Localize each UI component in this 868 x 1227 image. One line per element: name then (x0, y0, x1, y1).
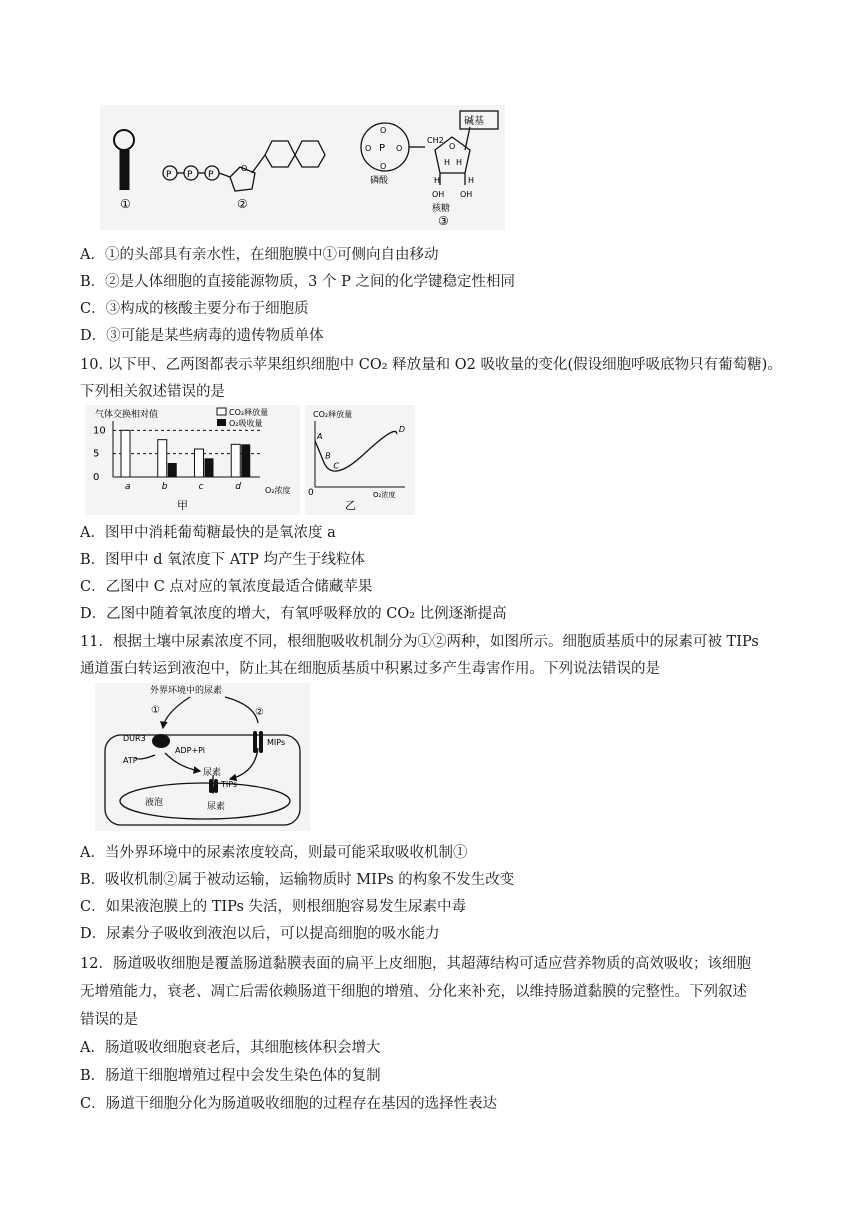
chart1-bar-o2 (168, 463, 177, 477)
urea-cell-svg (95, 683, 310, 831)
q9-option-a: A．①的头部具有亲水性，在细胞膜中①可侧向自由移动 (80, 247, 439, 263)
chart1-legend-o2: O₂吸收量 (229, 419, 263, 428)
o-label-2: O (241, 164, 248, 173)
q11-stem-1: 11．根据土壤中尿素浓度不同，根细胞吸收机制分为①②两种，如图所示。细胞质基质中的尿素可被 TIPs (80, 634, 759, 650)
q10-stem-2: 下列相关叙述错误的是 (80, 384, 225, 400)
q11-option-c: C．如果液泡膜上的 TIPs 失活，则根细胞容易发生尿素中毒 (80, 899, 467, 915)
q12-option-b: B．肠道干细胞增殖过程中会发生染色体的复制 (80, 1068, 381, 1084)
q9-option-c: C．③构成的核酸主要分布于细胞质 (80, 301, 309, 317)
label-2: ② (237, 197, 248, 211)
chart1-category-label: d (235, 482, 241, 492)
q12-stem-1: 12．肠道吸收细胞是覆盖肠道黏膜表面的扁平上皮细胞，其超薄结构可适应营养物质的高效吸收；该细胞 (80, 956, 751, 972)
fig11-dur3: DUR3 (123, 734, 146, 743)
chart2-origin: 0 (308, 488, 314, 498)
dur3-protein-icon (152, 734, 170, 748)
h-label-2: H (456, 158, 463, 167)
oh-label-1: OH (432, 190, 445, 199)
q12-stem-3: 错误的是 (80, 1012, 138, 1028)
o-label-top: O (380, 126, 387, 135)
chart-jia (85, 405, 300, 515)
fig11-vacuole: 液泡 (145, 798, 164, 808)
fig11-mips: MIPs (267, 738, 286, 747)
chart2-caption: 乙 (345, 499, 356, 512)
phosphate-caption: 磷酸 (370, 176, 389, 186)
sugar-caption: 核糖 (432, 204, 451, 214)
ch2-label: CH2 (427, 136, 444, 145)
chart1-ytick-label: 0 (93, 472, 100, 483)
chart-yi-svg (305, 405, 415, 515)
chart1-category-label: c (198, 482, 204, 492)
chart1-category-label: a (125, 482, 131, 492)
fig11-atp: ATP (123, 756, 138, 765)
fig11-mark-1: ① (151, 705, 160, 716)
fig11-tips: TIPs (221, 780, 238, 789)
chart1-ytick-label: 5 (93, 448, 100, 460)
chart1-xlabel: O₂浓度 (265, 486, 291, 495)
q12-option-c: C．肠道干细胞分化为肠道吸收细胞的过程存在基因的选择性表达 (80, 1096, 498, 1112)
q10-option-c: C．乙图中 C 点对应的氧浓度最适合储藏苹果 (80, 579, 373, 595)
chart2-title: CO₂释放量 (313, 410, 353, 419)
chart1-title: 气体交换相对值 (95, 410, 159, 420)
chart1-bar-co2 (121, 430, 130, 477)
p-label-2: P (187, 170, 193, 180)
chart1-legend-co2: CO₂释放量 (229, 408, 269, 417)
o-label-right: O (396, 144, 403, 153)
chart1-bar-o2 (205, 458, 214, 477)
h-label-3: H (434, 176, 441, 185)
molecule-figure (100, 105, 505, 230)
chart2-point-label: B (325, 451, 331, 461)
chart2-xlabel: O₂浓度 (373, 491, 396, 499)
chart1-bar-co2 (158, 440, 167, 477)
q9-option-b: B．②是人体细胞的直接能源物质，3 个 P 之间的化学键稳定性相同 (80, 274, 515, 290)
fig11-urea-2: 尿素 (207, 802, 226, 812)
chart1-category-label: b (161, 482, 168, 492)
q12-stem-2: 无增殖能力，衰老、凋亡后需依赖肠道干细胞的增殖、分化来补充，以维持肠道黏膜的完整性。下列叙述 (80, 984, 747, 1000)
chart1-caption: 甲 (177, 499, 188, 512)
chart1-bar-co2 (231, 444, 240, 477)
chart-yi (305, 405, 415, 515)
q9-option-d: D．③可能是某些病毒的遗传物质单体 (80, 328, 324, 344)
chart2-point-label: C (333, 461, 339, 471)
p-label-3: P (208, 170, 214, 180)
o-label-left: O (365, 144, 372, 153)
q10-option-d: D．乙图中随着氧浓度的增大，有氧呼吸释放的 CO₂ 比例逐渐提高 (80, 606, 507, 622)
chart1-legend-swatch-o2 (217, 419, 226, 426)
q10-option-b: B．图甲中 d 氧浓度下 ATP 均产生于线粒体 (80, 552, 365, 568)
oh-label-2: OH (460, 190, 473, 199)
base-box-label: 碱基 (464, 116, 484, 127)
tips-channel-icon (209, 779, 213, 793)
fig11-urea-1: 尿素 (203, 768, 222, 778)
chart1-bar-co2 (195, 449, 204, 477)
molecule-svg (100, 105, 505, 230)
o-label-bottom: O (380, 162, 387, 171)
phosphorus-label: P (379, 143, 386, 154)
chart1-ytick-label: 10 (93, 425, 106, 437)
chart2-point-label: A (317, 431, 323, 441)
h-label-4: H (468, 176, 475, 185)
q10-option-a: A．图甲中消耗葡萄糖最快的是氧浓度 a (80, 525, 336, 541)
o-label-sugar: O (449, 142, 456, 151)
q12-option-a: A．肠道吸收细胞衰老后，其细胞核体积会增大 (80, 1040, 381, 1056)
chart-jia-svg (85, 405, 300, 515)
label-1: ① (120, 197, 131, 211)
mips-channel-icon (253, 731, 257, 753)
label-3: ③ (438, 214, 449, 228)
tips-channel-icon-2 (214, 779, 218, 793)
q11-stem-2: 通道蛋白转运到液泡中，防止其在细胞质基质中积累过多产生毒害作用。下列说法错误的是 (80, 661, 660, 677)
q11-option-b: B．吸收机制②属于被动运输，运输物质时 MIPs 的构象不发生改变 (80, 872, 515, 888)
mips-channel-icon-2 (259, 731, 263, 753)
q10-stem-1: 10. 以下甲、乙两图都表示苹果组织细胞中 CO₂ 释放量和 O2 吸收量的变化(假设细胞呼吸底物只有葡萄糖)。 (80, 357, 782, 373)
fig11-mark-2: ② (255, 707, 264, 718)
urea-cell-figure (95, 683, 310, 831)
q11-option-a: A．当外界环境中的尿素浓度较高，则最可能采取吸收机制① (80, 845, 468, 861)
chart2-point-label: D (398, 425, 405, 435)
q11-option-d: D．尿素分子吸收到液泡以后，可以提高细胞的吸水能力 (80, 926, 440, 942)
h-label-1: H (444, 158, 451, 167)
phospholipid-icon (114, 130, 134, 190)
chart1-legend-swatch-co2 (217, 408, 226, 415)
fig11-adp: ADP+Pi (175, 746, 206, 755)
chart1-bar-o2 (241, 444, 250, 477)
p-label-1: P (166, 170, 172, 180)
fig11-outside-label: 外界环境中的尿素 (150, 686, 223, 696)
